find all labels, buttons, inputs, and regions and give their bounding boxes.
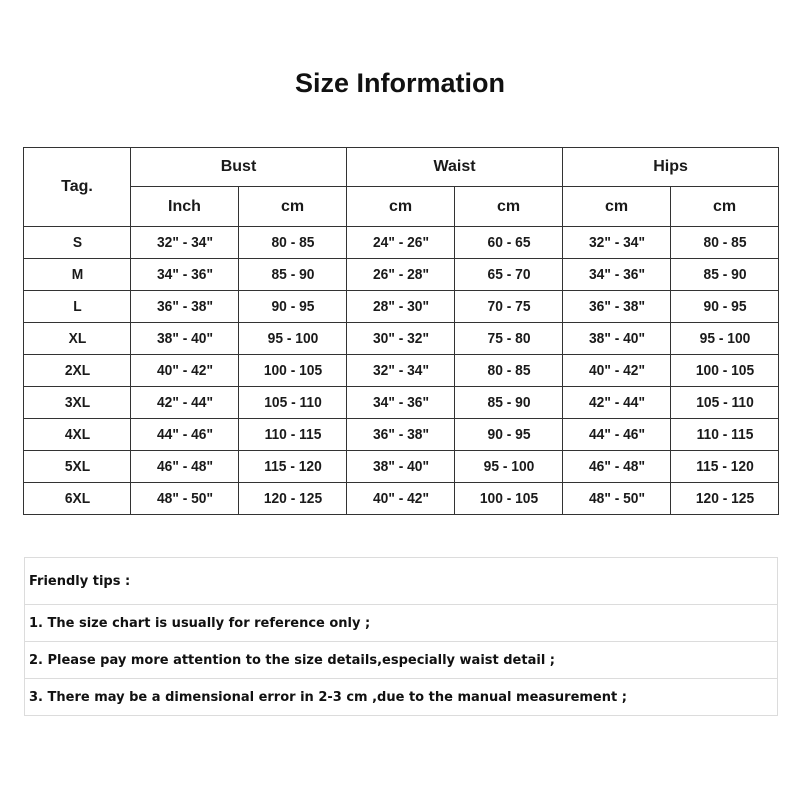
table-cell: 115 - 120 [243, 451, 342, 483]
table-cell: 34" - 36" [567, 259, 666, 291]
unit-header: cm [455, 187, 563, 227]
table-cell: 85 - 90 [675, 259, 774, 291]
group-header-bust: Bust [131, 148, 347, 187]
table-cell: 80 - 85 [459, 355, 558, 387]
table-cell: 115 - 120 [675, 451, 774, 483]
table-cell: 60 - 65 [459, 227, 558, 259]
size-tag: S [28, 227, 126, 259]
table-cell: 120 - 125 [243, 483, 342, 515]
table-cell: 70 - 75 [459, 291, 558, 323]
friendly-tips-box [24, 557, 778, 716]
table-cell: 28" - 30" [351, 291, 450, 323]
table-row [24, 387, 779, 419]
table-cell: 100 - 105 [675, 355, 774, 387]
table-cell: 40" - 42" [567, 355, 666, 387]
table-cell: 90 - 95 [459, 419, 558, 451]
table-row [24, 483, 779, 515]
table-cell: 38" - 40" [351, 451, 450, 483]
table-cell: 44" - 46" [135, 419, 234, 451]
table-cell: 40" - 42" [135, 355, 234, 387]
size-tag: 2XL [28, 355, 126, 387]
tip-item: 3. There may be a dimensional error in 2-3 cm ,due to the manual measurement ; [25, 679, 778, 716]
tip-item: 2. Please pay more attention to the size details,especially waist detail ; [25, 642, 778, 679]
size-tag: 3XL [28, 387, 126, 419]
table-row [24, 355, 779, 387]
size-tag: XL [28, 323, 126, 355]
size-tag: M [28, 259, 126, 291]
table-cell: 48" - 50" [567, 483, 666, 515]
unit-header: cm [563, 187, 671, 227]
table-cell: 44" - 46" [567, 419, 666, 451]
unit-header: cm [347, 187, 455, 227]
table-cell: 42" - 44" [567, 387, 666, 419]
table-row [24, 419, 779, 451]
unit-header: Inch [131, 187, 239, 227]
table-cell: 85 - 90 [459, 387, 558, 419]
page-title: Size Information [294, 68, 505, 98]
tips-heading: Friendly tips : [25, 558, 778, 605]
header-row-units [24, 187, 779, 227]
table-cell: 34" - 36" [135, 259, 234, 291]
table-cell: 40" - 42" [351, 483, 450, 515]
table-cell: 32" - 34" [351, 355, 450, 387]
tip-item: 1. The size chart is usually for reference only ; [25, 605, 778, 642]
table-cell: 34" - 36" [351, 387, 450, 419]
size-tag: 5XL [28, 451, 126, 483]
table-cell: 95 - 100 [675, 323, 774, 355]
table-cell: 75 - 80 [459, 323, 558, 355]
table-cell: 95 - 100 [243, 323, 342, 355]
table-row [24, 259, 779, 291]
table-row [24, 227, 779, 259]
table-cell: 110 - 115 [675, 419, 774, 451]
table-cell: 80 - 85 [675, 227, 774, 259]
unit-header: cm [671, 187, 779, 227]
table-cell: 36" - 38" [135, 291, 234, 323]
table-cell: 30" - 32" [351, 323, 450, 355]
table-cell: 38" - 40" [567, 323, 666, 355]
table-cell: 26" - 28" [351, 259, 450, 291]
table-cell: 90 - 95 [243, 291, 342, 323]
group-header-waist: Waist [347, 148, 563, 187]
table-cell: 85 - 90 [243, 259, 342, 291]
tag-header: Tag. [24, 148, 131, 227]
table-cell: 36" - 38" [351, 419, 450, 451]
size-tag: L [28, 291, 126, 323]
table-cell: 95 - 100 [459, 451, 558, 483]
table-cell: 80 - 85 [243, 227, 342, 259]
table-cell: 32" - 34" [567, 227, 666, 259]
table-cell: 100 - 105 [459, 483, 558, 515]
table-cell: 120 - 125 [675, 483, 774, 515]
table-cell: 42" - 44" [135, 387, 234, 419]
table-cell: 90 - 95 [675, 291, 774, 323]
table-cell: 100 - 105 [243, 355, 342, 387]
size-table [23, 147, 779, 515]
table-row [24, 451, 779, 483]
table-cell: 36" - 38" [567, 291, 666, 323]
group-header-hips: Hips [563, 148, 779, 187]
size-tag: 4XL [28, 419, 126, 451]
table-row [24, 291, 779, 323]
table-cell: 46" - 48" [567, 451, 666, 483]
table-cell: 65 - 70 [459, 259, 558, 291]
table-cell: 24" - 26" [351, 227, 450, 259]
table-cell: 48" - 50" [135, 483, 234, 515]
table-cell: 110 - 115 [243, 419, 342, 451]
size-tag: 6XL [28, 483, 126, 515]
header-row-groups [24, 148, 779, 187]
unit-header: cm [239, 187, 347, 227]
table-cell: 46" - 48" [135, 451, 234, 483]
table-row [24, 323, 779, 355]
table-cell: 105 - 110 [675, 387, 774, 419]
table-cell: 105 - 110 [243, 387, 342, 419]
table-cell: 38" - 40" [135, 323, 234, 355]
table-cell: 32" - 34" [135, 227, 234, 259]
